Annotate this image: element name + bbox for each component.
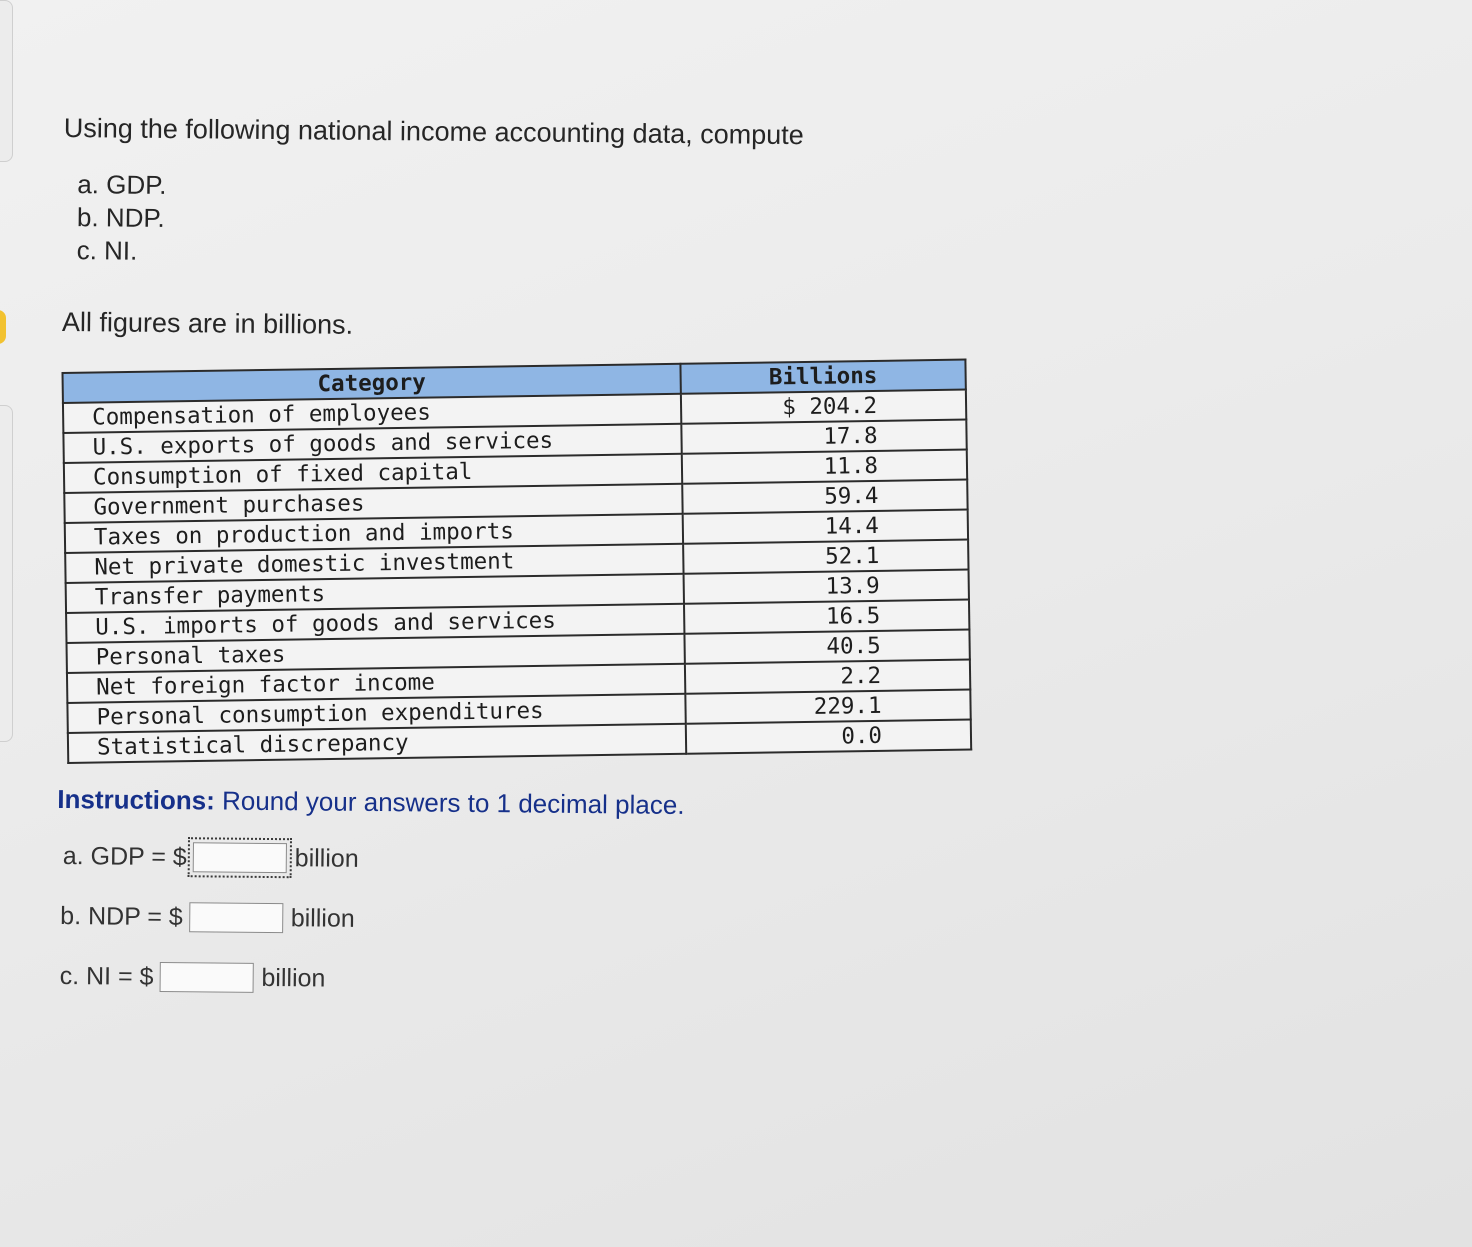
row-category: Government purchases xyxy=(64,484,682,523)
row-value: $ 204.2 xyxy=(681,390,966,424)
units-note: All figures are in billions. xyxy=(61,306,354,340)
answer-ndp-unit: billion xyxy=(290,903,355,933)
question-prompt: Using the following national income accounting data, compute xyxy=(63,112,804,151)
row-category: U.S. exports of goods and services xyxy=(63,424,681,463)
answer-ndp-label: b. NDP = $ xyxy=(60,901,183,931)
ni-input[interactable] xyxy=(159,962,253,993)
row-value: 11.8 xyxy=(682,450,967,484)
row-category: Personal taxes xyxy=(67,634,685,673)
row-value: 40.5 xyxy=(684,630,969,664)
row-category: Net private domestic investment xyxy=(65,544,683,583)
row-category: Taxes on production and imports xyxy=(65,514,683,553)
answer-gdp-label: a. GDP = $ xyxy=(62,841,187,871)
part-b: b. NDP. xyxy=(76,202,165,233)
row-value: 0.0 xyxy=(686,720,971,754)
instructions xyxy=(57,784,1057,825)
row-category: Personal consumption expenditures xyxy=(67,694,685,733)
page-edge-tab-middle xyxy=(0,405,13,742)
row-value: 229.1 xyxy=(685,690,970,724)
page-edge-tab-top xyxy=(0,0,13,162)
row-category: Net foreign factor income xyxy=(67,664,685,703)
data-table xyxy=(61,359,972,764)
instructions-text: Round your answers to 1 decimal place. xyxy=(214,785,685,820)
answer-ni-unit: billion xyxy=(261,963,326,993)
instructions-label: Instructions: xyxy=(57,783,215,816)
part-a: a. GDP. xyxy=(77,169,167,200)
row-value: 13.9 xyxy=(684,570,969,604)
row-category: Consumption of fixed capital xyxy=(64,454,682,493)
row-category: Statistical discrepancy xyxy=(68,724,686,763)
question-parts xyxy=(76,168,1063,276)
header-category: Category xyxy=(62,364,680,403)
row-value: 16.5 xyxy=(684,600,969,634)
row-value: 52.1 xyxy=(683,540,968,574)
row-value: 14.4 xyxy=(683,510,968,544)
row-value: 17.8 xyxy=(681,420,966,454)
question-panel xyxy=(56,110,1064,1001)
row-value: 59.4 xyxy=(682,480,967,514)
row-category: Transfer payments xyxy=(66,574,684,613)
row-category: Compensation of employees xyxy=(63,394,681,433)
part-c: c. NI. xyxy=(76,235,138,266)
header-billions: Billions xyxy=(680,360,965,394)
indicator-dot xyxy=(0,310,6,344)
answer-gdp-row xyxy=(63,841,1057,881)
answer-gdp-unit: billion xyxy=(294,843,359,873)
answer-ni-row xyxy=(60,961,1056,1001)
answer-ndp-row xyxy=(60,901,1056,941)
row-value: 2.2 xyxy=(685,660,970,694)
ndp-input[interactable] xyxy=(189,902,283,933)
gdp-input[interactable] xyxy=(193,842,287,873)
row-category: U.S. imports of goods and services xyxy=(66,604,684,643)
answer-ni-label: c. NI = $ xyxy=(59,961,154,991)
